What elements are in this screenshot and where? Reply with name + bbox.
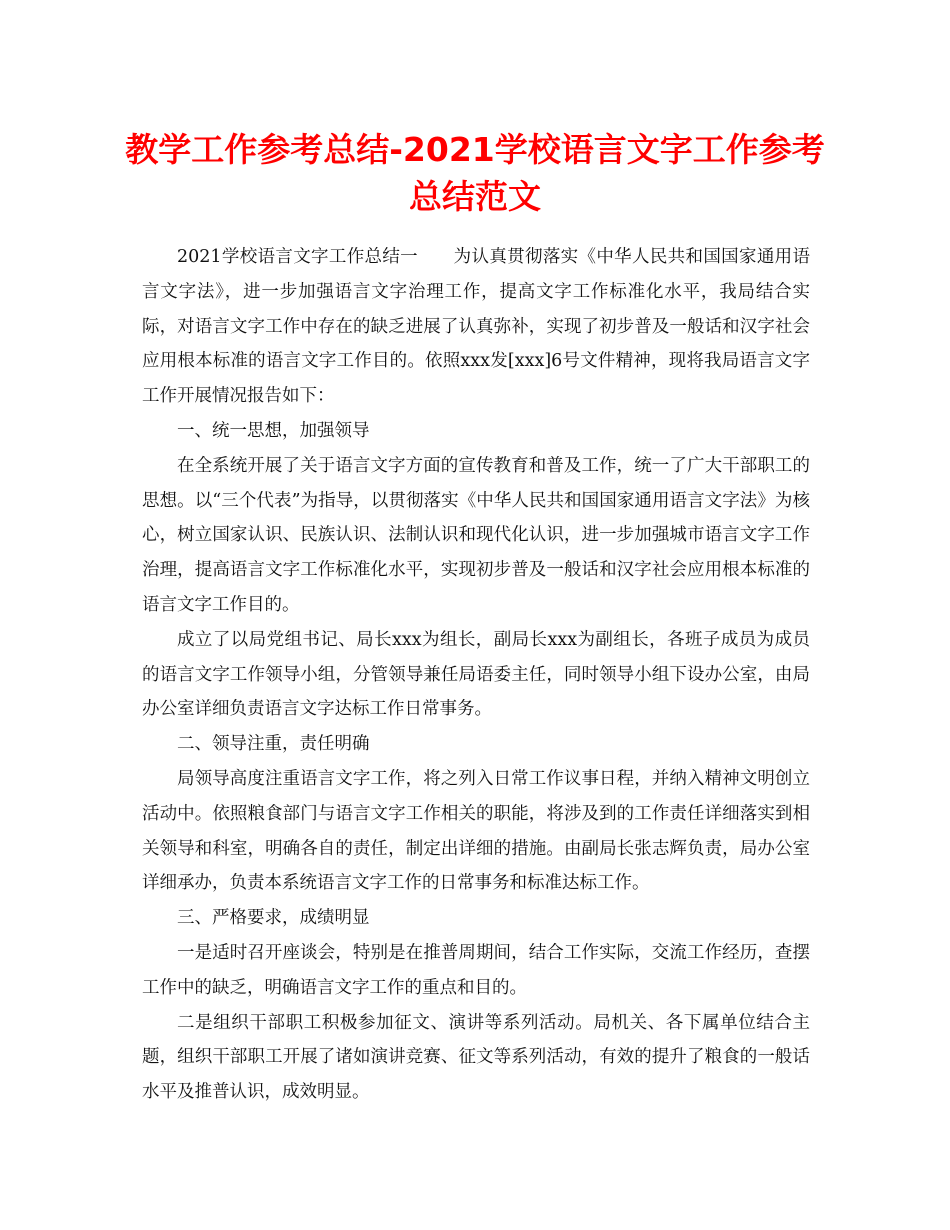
paragraph-5: 二是组织干部职工积极参加征文、演讲等系列活动。局机关、各下属单位结合主题，组织干部职工开展了诸如演讲竞赛、征文等系列活动，有效的提升了粮食的一般话水平及推普认识，成效明显。 bbox=[142, 1012, 810, 1103]
section-heading-1: 一、统一思想，加强领导 bbox=[177, 420, 370, 441]
document-body bbox=[142, 240, 810, 1110]
section-heading-2: 二、领导注重，责任明确 bbox=[177, 734, 370, 755]
paragraph-3: 局领导高度注重语言文字工作，将之列入日常工作议事日程，并纳入精神文明创立活动中。依照粮食部门与语言文字工作相关的职能，将涉及到的工作责任详细落实到相关领导和科室，明确各自的责任，制定出详细的措施。由副局长张志辉负责，局办公室详细承办，负责本系统语言文字工作的日常事务和标准达标工作。 bbox=[142, 768, 810, 894]
document-title: 教学工作参考总结-2021学校语言文字工作参考总结范文 bbox=[125, 130, 825, 216]
section-heading-3: 三、严格要求，成绩明显 bbox=[177, 908, 370, 929]
paragraph-1: 在全系统开展了关于语言文字方面的宣传教育和普及工作，统一了广大干部职工的思想。以“三个代表”为指导，以贯彻落实《中华人民共和国国家通用语言文字法》为核心，树立国家认识、民族认识、法制认识和现代化认识，进一步加强城市语言文字工作治理，提高语言文字工作标准化水平，实现初步普及一般话和汉字社会应用根本标准的语言文字工作目的。 bbox=[142, 455, 810, 615]
paragraph-intro: 2021学校语言文字工作总结一 为认真贯彻落实《中华人民共和国国家通用语言文字法》，进一步加强语言文字治理工作，提高文字工作标准化水平，我局结合实际，对语言文字工作中存在的缺乏进展了认真弥补，实现了初步普及一般话和汉字社会应用根本标准的语言文字工作目的。依照xxx发[xxx]6号文件精神，现将我局语言文字工作开展情况报告如下： bbox=[142, 247, 810, 407]
paragraph-2: 成立了以局党组书记、局长xxx为组长，副局长xxx为副组长，各班子成员为成员的语言文字工作领导小组，分管领导兼任局语委主任，同时领导小组下设办公室，由局办公室详细负责语言文字达标工作日常事务。 bbox=[142, 629, 810, 720]
paragraph-4: 一是适时召开座谈会，特别是在推普周期间，结合工作实际，交流工作经历，查摆工作中的缺乏，明确语言文字工作的重点和目的。 bbox=[142, 942, 810, 998]
